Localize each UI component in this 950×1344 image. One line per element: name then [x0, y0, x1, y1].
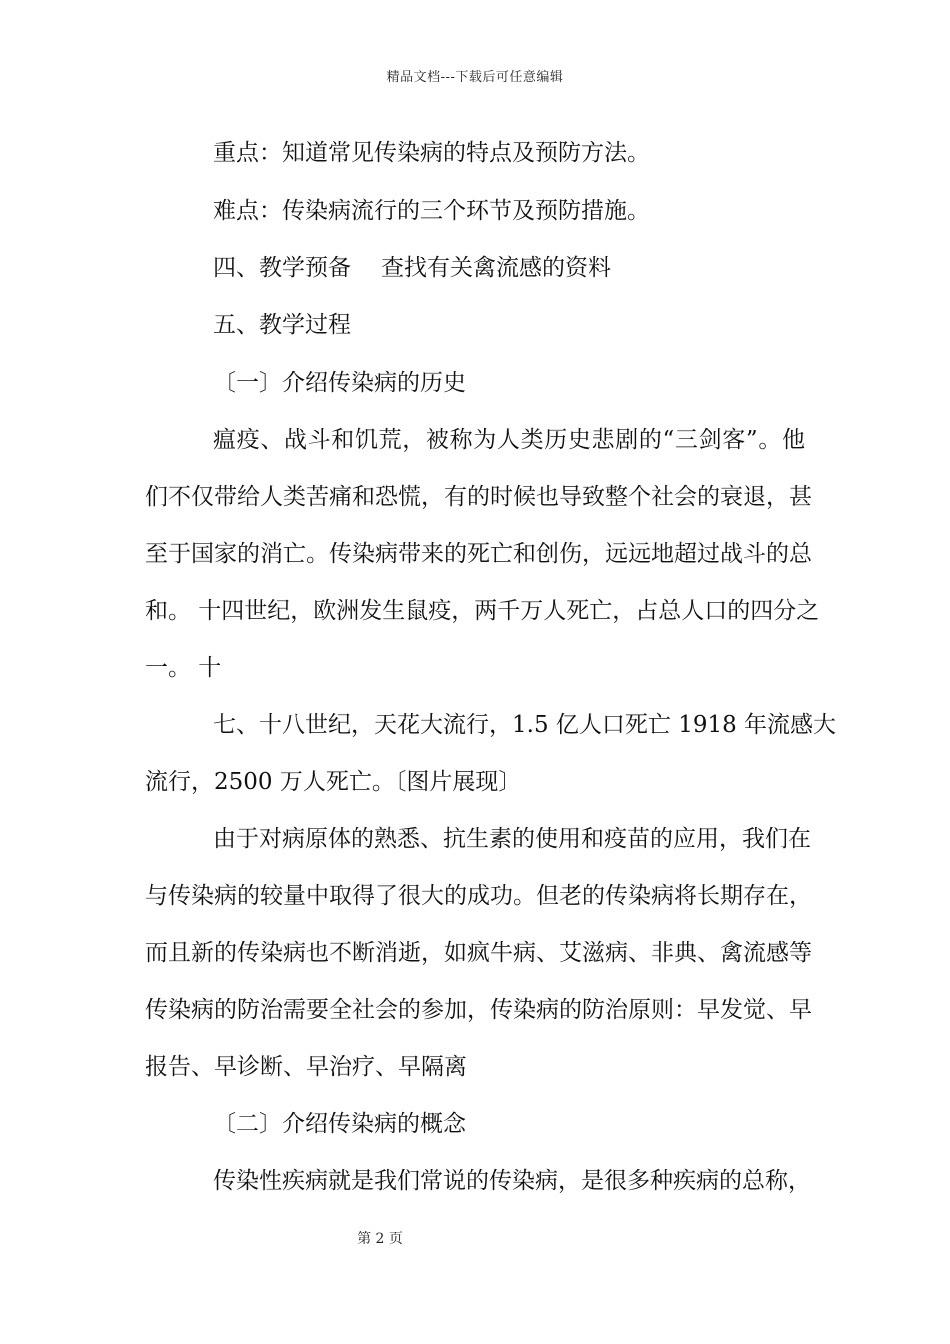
paragraph-3-line-1: 由于对病原体的熟悉、抗生素的使用和疫苗的应用，我们在 [213, 826, 811, 852]
paragraph-2-line-2: 流行，2500 万人死亡。〔图片展现〕 [145, 769, 522, 795]
paragraph-3-line-2: 与传染病的较量中取得了很大的成功。但老的传染病将长期存在， [145, 883, 812, 909]
paragraph-1-line-4: 和。 十四世纪，欧洲发生鼠疫，两千万人死亡，占总人口的四分之 [145, 598, 820, 624]
paragraph-1-line-3: 至于国家的消亡。传染病带来的死亡和创伤，远远地超过战斗的总 [145, 541, 812, 567]
subsection-1-heading: 〔一〕介绍传染病的历史 [213, 370, 466, 396]
section-5-heading: 五、教学过程 [213, 312, 351, 338]
paragraph-1-line-5: 一。 十 [145, 655, 222, 681]
paragraph-1-line-1: 瘟疫、战斗和饥荒，被称为人类历史悲剧的“三剑客”。他 [213, 427, 805, 453]
section-4-heading [213, 253, 611, 283]
page-number: 第 2 页 [357, 1231, 403, 1247]
page-header: 精品文档---下载后可任意编辑 [386, 70, 564, 85]
section-4-text: 查找有关禽流感的资料 [381, 255, 611, 281]
paragraph-4-line-1: 传染性疾病就是我们常说的传染病，是很多种疾病的总称， [213, 1168, 811, 1194]
paragraph-1-line-2: 们不仅带给人类苦痛和恐慌，有的时候也导致整个社会的衰退，甚 [145, 484, 812, 510]
subsection-2-heading: 〔二〕介绍传染病的概念 [213, 1111, 466, 1137]
difficulty-line: 难点：传染病流行的三个环节及预防措施。 [213, 198, 650, 224]
section-4-title: 四、教学预备 [213, 255, 351, 281]
paragraph-3-line-3: 而且新的传染病也不断消逝，如疯牛病、艾滋病、非典、禽流感等 [145, 940, 812, 966]
paragraph-2-line-1: 七、十八世纪，天花大流行，1.5 亿人口死亡 1918 年流感大 [213, 712, 837, 738]
paragraph-3-line-5: 报告、早诊断、早治疗、早隔离 [145, 1054, 467, 1080]
key-point-line: 重点：知道常见传染病的特点及预防方法。 [213, 140, 650, 166]
paragraph-3-line-4: 传染病的防治需要全社会的参加，传染病的防治原则：早发觉、早 [145, 997, 812, 1023]
